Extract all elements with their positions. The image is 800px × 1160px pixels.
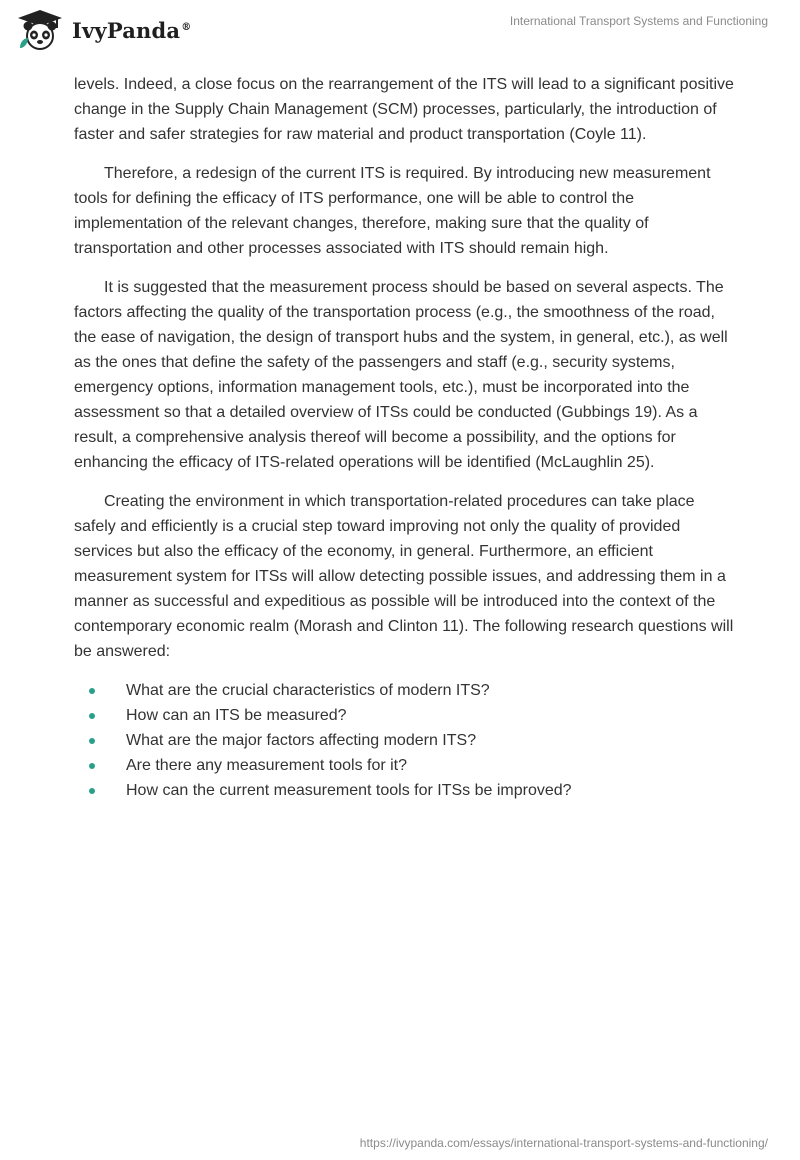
list-item	[74, 778, 734, 803]
panda-graduate-icon	[14, 8, 66, 52]
bullet-icon	[89, 763, 95, 769]
page-header	[0, 0, 800, 70]
bullet-icon	[89, 738, 95, 744]
registered-mark: ®	[181, 21, 192, 33]
list-item-text: What are the crucial characteristics of modern ITS?	[126, 682, 490, 699]
document-title: International Transport Systems and Functioning	[509, 14, 768, 28]
bullet-icon	[89, 788, 95, 794]
ivypanda-logo[interactable]	[14, 8, 191, 52]
list-item-text: How can the current measurement tools for ITSs be improved?	[126, 782, 572, 799]
bullet-icon	[89, 713, 95, 719]
list-item-text: What are the major factors affecting modern ITS?	[126, 732, 477, 749]
list-item	[74, 703, 734, 728]
source-url-link[interactable]: https://ivypanda.com/essays/international-transport-systems-and-functioning/	[359, 1136, 768, 1150]
paragraph: Therefore, a redesign of the current ITS is required. By introducing new measurement tools for defining the efficacy of ITS performance, one will be able to control the implementation of the relevant changes, therefore, making sure that the quality of transportation and other processes associated with ITS should remain high.	[74, 165, 711, 257]
logo-wordmark	[72, 18, 191, 43]
research-questions-list	[74, 678, 734, 803]
list-item-text: Are there any measurement tools for it?	[126, 757, 408, 774]
paragraph: Creating the environment in which transportation-related procedures can take place safely and efficiently is a crucial step toward improving not only the quality of provided services but also the efficacy of the economy, in general. Furthermore, an efficient measurement system for ITSs will allow detecting possible issues, and addressing them in a manner as successful and expeditious as possible will be introduced into the context of the contemporary economic realm (Morash and Clinton 11). The following research questions will be answered:	[74, 493, 734, 660]
paragraph-continued: levels. Indeed, a close focus on the rearrangement of the ITS will lead to a significant positive change in the Supply Chain Management (SCM) processes, particularly, the introduction of faster and safer strategies for raw material and product transportation (Coyle 11).	[74, 76, 734, 143]
list-item	[74, 753, 734, 778]
bullet-icon	[89, 688, 95, 694]
essay-body	[74, 72, 734, 803]
list-item	[74, 678, 734, 703]
paragraph: It is suggested that the measurement process should be based on several aspects. The factors affecting the quality of the transportation process (e.g., the smoothness of the road, the ease of navigation, the design of transport hubs and the system, in general, etc.), as well as the ones that define the safety of the passengers and staff (e.g., security systems, emergency options, information management tools, etc.), must be incorporated into the assessment so that a detailed overview of ITSs could be conducted (Gubbings 19). As a result, a comprehensive analysis thereof will become a possibility, and the options for enhancing the efficacy of ITS-related operations will be identified (McLaughlin 25).	[74, 279, 728, 471]
list-item	[74, 728, 734, 753]
list-item-text: How can an ITS be measured?	[126, 707, 347, 724]
logo-text: IvyPanda	[72, 17, 181, 43]
